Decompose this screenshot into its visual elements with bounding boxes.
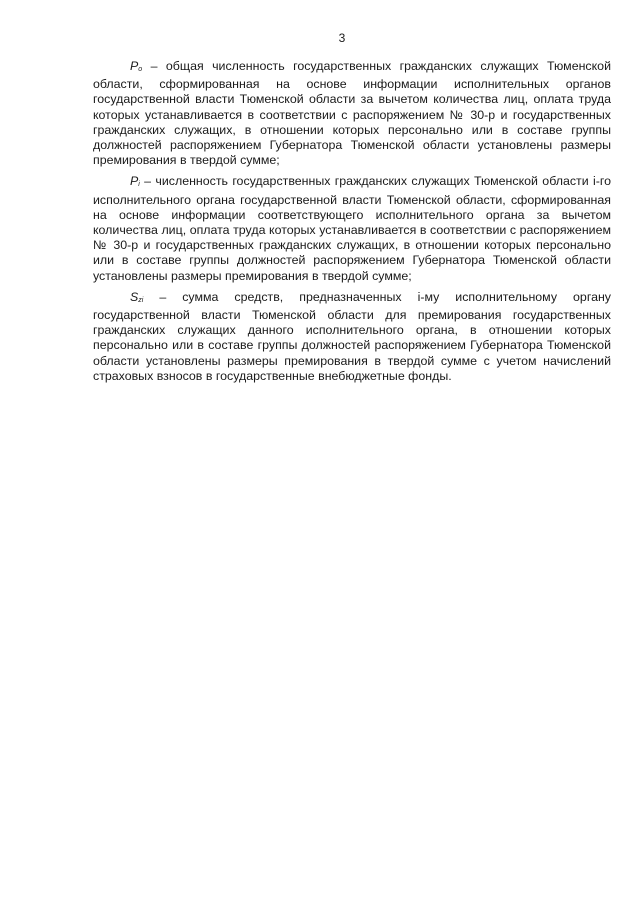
- page-number: 3: [338, 31, 346, 45]
- paragraph-szi-definition: [93, 290, 611, 384]
- symbol-p: P: [130, 174, 139, 189]
- paragraph-po-definition: [93, 59, 611, 168]
- symbol-subscript: i: [138, 181, 140, 189]
- symbol-s: S: [130, 289, 139, 304]
- symbol-subscript: zi: [138, 296, 144, 304]
- document-body: [93, 59, 611, 390]
- paragraph-text: – численность государственных гражданских служащих Тюменской области i-го исполнительного органа государственной власти Тюменской области, сформированная на основе информации соответствующего исполнительного органа за вычетом количества лиц, оплата труда которых устанавливается в соответствии с распоряжением № 30-р и государственных гражданских служащих, в отношении которых персонально или в составе группы должностей распоряжением Губернатора Тюменской области установлены размеры премирования в твердой сумме;: [93, 174, 611, 283]
- symbol-subscript: o: [138, 66, 143, 73]
- paragraph-pi-definition: [93, 174, 611, 283]
- symbol-p: P: [130, 59, 139, 73]
- paragraph-text: – сумма средств, предназначенных i-му исполнительному органу государственной власти Тюменской области для премирования государственных гражданских служащих данного исполнительного органа, в отношении которых персонально или в составе группы должностей распоряжением Губернатора Тюменской области установлены размеры премирования в твердой сумме с учетом начислений страховых взносов в государственные внебюджетные фонды.: [93, 289, 611, 383]
- paragraph-text: – общая численность государственных гражданских служащих Тюменской области, сформированная на основе информации исполнительных органов государственной власти Тюменской области за вычетом количества лиц, оплата труда которых устанавливается в соответствии с распоряжением № 30-р и государственных гражданских служащих, в отношении которых персонально или в составе группы должностей распоряжением Губернатора Тюменской области установлены размеры премирования в твердой сумме;: [93, 59, 611, 168]
